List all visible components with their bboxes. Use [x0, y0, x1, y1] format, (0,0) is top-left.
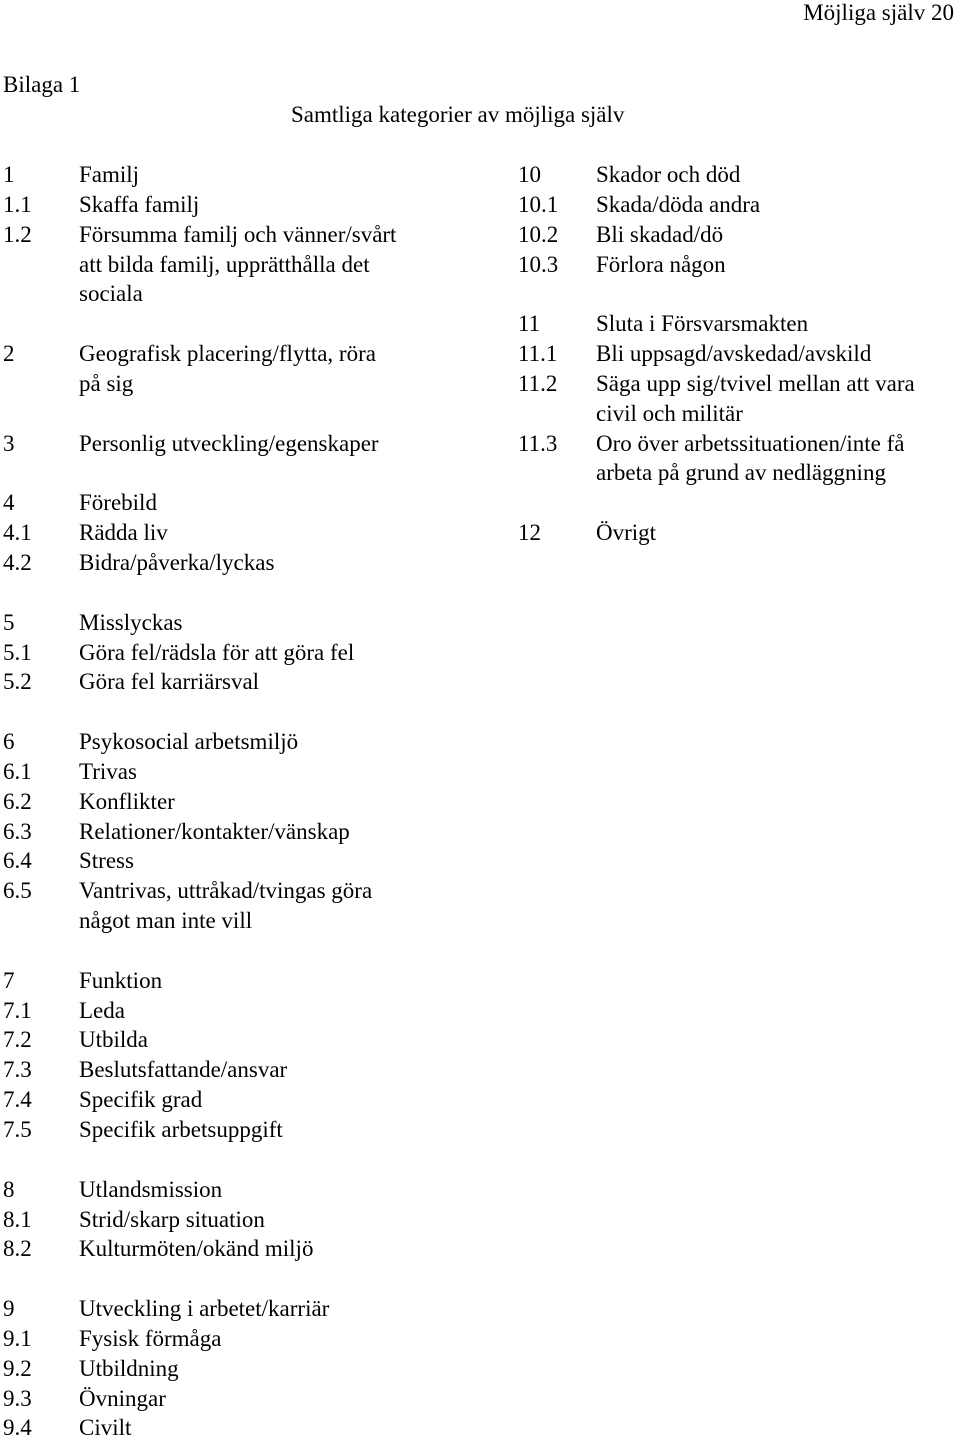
category-row: [3, 667, 443, 697]
category-number: 8: [3, 1176, 15, 1202]
category-row: [518, 429, 960, 459]
category-label: Personlig utveckling/egenskaper: [79, 430, 379, 456]
category-number: 9.1: [3, 1325, 32, 1351]
section-gap: [3, 399, 443, 429]
category-row: [3, 488, 443, 518]
category-row: [3, 220, 443, 250]
category-row: [3, 1294, 443, 1324]
category-row: [518, 250, 960, 280]
category-label: Övningar: [79, 1385, 166, 1411]
section-gap: [518, 488, 960, 518]
category-number: 8.2: [3, 1236, 32, 1262]
section-gap: [3, 936, 443, 966]
category-label: Kulturmöten/okänd miljö: [79, 1236, 314, 1262]
category-label: Oro över arbetssituationen/inte få: [596, 430, 905, 456]
category-label: Förlora någon: [596, 251, 726, 277]
category-row: [3, 1413, 443, 1443]
category-number: 3: [3, 430, 15, 456]
category-label: Rädda liv: [79, 520, 168, 546]
category-row: [3, 846, 443, 876]
category-row: [3, 906, 443, 936]
category-row: [518, 399, 960, 429]
category-number: 11.1: [518, 341, 558, 367]
category-label: Geografisk placering/flytta, röra: [79, 341, 376, 367]
category-row: [518, 369, 960, 399]
category-number: 1: [3, 162, 15, 187]
category-label: Sluta i Försvarsmakten: [596, 311, 809, 337]
category-label: Strid/skarp situation: [79, 1206, 265, 1232]
category-number: 4: [3, 490, 15, 516]
category-number: 1.2: [3, 221, 32, 247]
category-number: 10.1: [518, 191, 559, 217]
appendix-label: Bilaga 1: [3, 72, 81, 97]
category-row: [3, 250, 443, 280]
category-label: sociala: [79, 281, 143, 307]
category-number: 9.2: [3, 1355, 32, 1381]
running-header: Möjliga själv 20: [803, 0, 954, 25]
category-row: [3, 1234, 443, 1264]
section-gap: [3, 309, 443, 339]
category-label: arbeta på grund av nedläggning: [596, 460, 886, 486]
category-label: på sig: [79, 370, 134, 396]
category-row: [3, 1205, 443, 1235]
category-row: [3, 727, 443, 757]
page-title: Samtliga kategorier av möjliga själv: [291, 102, 625, 127]
category-label: Göra fel/rädsla för att göra fel: [79, 639, 355, 665]
category-number: 6.5: [3, 878, 32, 904]
category-label: Förebild: [79, 490, 157, 516]
category-number: 6.4: [3, 848, 32, 874]
category-number: 10: [518, 162, 541, 187]
category-number: 6.2: [3, 788, 32, 814]
category-label: att bilda familj, upprätthålla det: [79, 251, 370, 277]
section-gap: [3, 697, 443, 727]
category-label: något man inte vill: [79, 908, 253, 934]
section-gap: [3, 1145, 443, 1175]
category-label: Skador och död: [596, 162, 741, 187]
category-row: [3, 996, 443, 1026]
section-gap: [3, 458, 443, 488]
category-row: [518, 339, 960, 369]
category-label: Bidra/påverka/lyckas: [79, 549, 275, 575]
category-row: [518, 309, 960, 339]
category-label: Leda: [79, 997, 125, 1023]
category-label: Skaffa familj: [79, 191, 200, 217]
category-number: 9: [3, 1296, 15, 1322]
category-label: Utbildning: [79, 1355, 179, 1381]
category-row: [3, 160, 443, 190]
category-label: Vantrivas, uttråkad/tvingas göra: [79, 878, 373, 904]
category-label: Stress: [79, 848, 134, 874]
category-number: 9.4: [3, 1415, 32, 1441]
category-number: 10.3: [518, 251, 559, 277]
category-row: [3, 817, 443, 847]
category-number: 5.2: [3, 669, 32, 695]
category-number: [3, 250, 79, 280]
category-row: [3, 757, 443, 787]
category-row: [518, 220, 960, 250]
category-number: 11.2: [518, 370, 558, 396]
left-category-list: [3, 160, 443, 1443]
category-row: [3, 1025, 443, 1055]
category-number: [518, 458, 596, 488]
category-number: 10.2: [518, 221, 559, 247]
category-number: 7: [3, 967, 15, 993]
category-number: 7.3: [3, 1057, 32, 1083]
category-row: [3, 638, 443, 668]
category-number: 11: [518, 311, 541, 337]
category-number: [518, 399, 596, 429]
category-row: [518, 190, 960, 220]
category-label: Specifik arbetsuppgift: [79, 1117, 283, 1142]
category-row: [3, 548, 443, 578]
category-number: [3, 279, 79, 309]
category-number: 8.1: [3, 1206, 32, 1232]
category-label: Göra fel karriärsval: [79, 669, 260, 695]
category-number: 6.1: [3, 758, 32, 784]
section-gap: [3, 578, 443, 608]
category-row: [3, 1115, 443, 1145]
category-label: Psykosocial arbetsmiljö: [79, 729, 299, 755]
category-label: Specifik grad: [79, 1087, 203, 1113]
category-number: 7.2: [3, 1027, 32, 1053]
category-row: [3, 190, 443, 220]
category-number: 7.4: [3, 1087, 32, 1113]
category-number: 4.1: [3, 520, 32, 546]
category-number: 11.3: [518, 430, 558, 456]
category-number: 7.1: [3, 997, 32, 1023]
category-row: [3, 1055, 443, 1085]
section-gap: [3, 1264, 443, 1294]
category-row: [3, 429, 443, 459]
category-label: Trivas: [79, 758, 137, 784]
category-row: [3, 369, 443, 399]
category-row: [3, 966, 443, 996]
category-label: Utbilda: [79, 1027, 148, 1053]
category-label: Säga upp sig/tvivel mellan att vara: [596, 370, 915, 396]
category-label: Fysisk förmåga: [79, 1325, 222, 1351]
category-row: [3, 1085, 443, 1115]
category-label: civil och militär: [596, 400, 743, 426]
category-row: [518, 160, 960, 190]
category-number: 12: [518, 520, 541, 546]
category-label: Bli uppsagd/avskedad/avskild: [596, 341, 872, 367]
category-number: 5: [3, 609, 15, 635]
category-label: Övrigt: [596, 520, 657, 546]
right-category-list: [518, 160, 960, 548]
category-row: [3, 518, 443, 548]
category-row: [3, 876, 443, 906]
category-row: [3, 279, 443, 309]
category-row: [3, 339, 443, 369]
category-number: [3, 369, 79, 399]
category-label: Bli skadad/dö: [596, 221, 724, 247]
category-number: 9.3: [3, 1385, 32, 1411]
section-gap: [518, 279, 960, 309]
category-row: [3, 1384, 443, 1414]
category-number: 5.1: [3, 639, 32, 665]
category-number: 1.1: [3, 191, 32, 217]
category-row: [3, 608, 443, 638]
category-number: 7.5: [3, 1117, 32, 1142]
category-row: [3, 1354, 443, 1384]
category-number: 4.2: [3, 549, 32, 575]
category-label: Civilt: [79, 1415, 132, 1441]
category-row: [3, 787, 443, 817]
category-label: Konflikter: [79, 788, 175, 814]
category-row: [3, 1324, 443, 1354]
category-row: [518, 518, 960, 548]
category-label: Utlandsmission: [79, 1176, 223, 1202]
category-row: [518, 458, 960, 488]
category-label: Misslyckas: [79, 609, 183, 635]
category-label: Skada/döda andra: [596, 191, 761, 217]
category-label: Familj: [79, 162, 140, 187]
category-number: [3, 906, 79, 936]
category-label: Funktion: [79, 967, 163, 993]
category-label: Relationer/kontakter/vänskap: [79, 818, 350, 844]
category-row: [3, 1175, 443, 1205]
category-label: Försumma familj och vänner/svårt: [79, 221, 397, 247]
category-number: 6: [3, 729, 15, 755]
category-label: Utveckling i arbetet/karriär: [79, 1296, 330, 1322]
category-number: 2: [3, 341, 15, 367]
category-number: 6.3: [3, 818, 32, 844]
category-label: Beslutsfattande/ansvar: [79, 1057, 288, 1083]
